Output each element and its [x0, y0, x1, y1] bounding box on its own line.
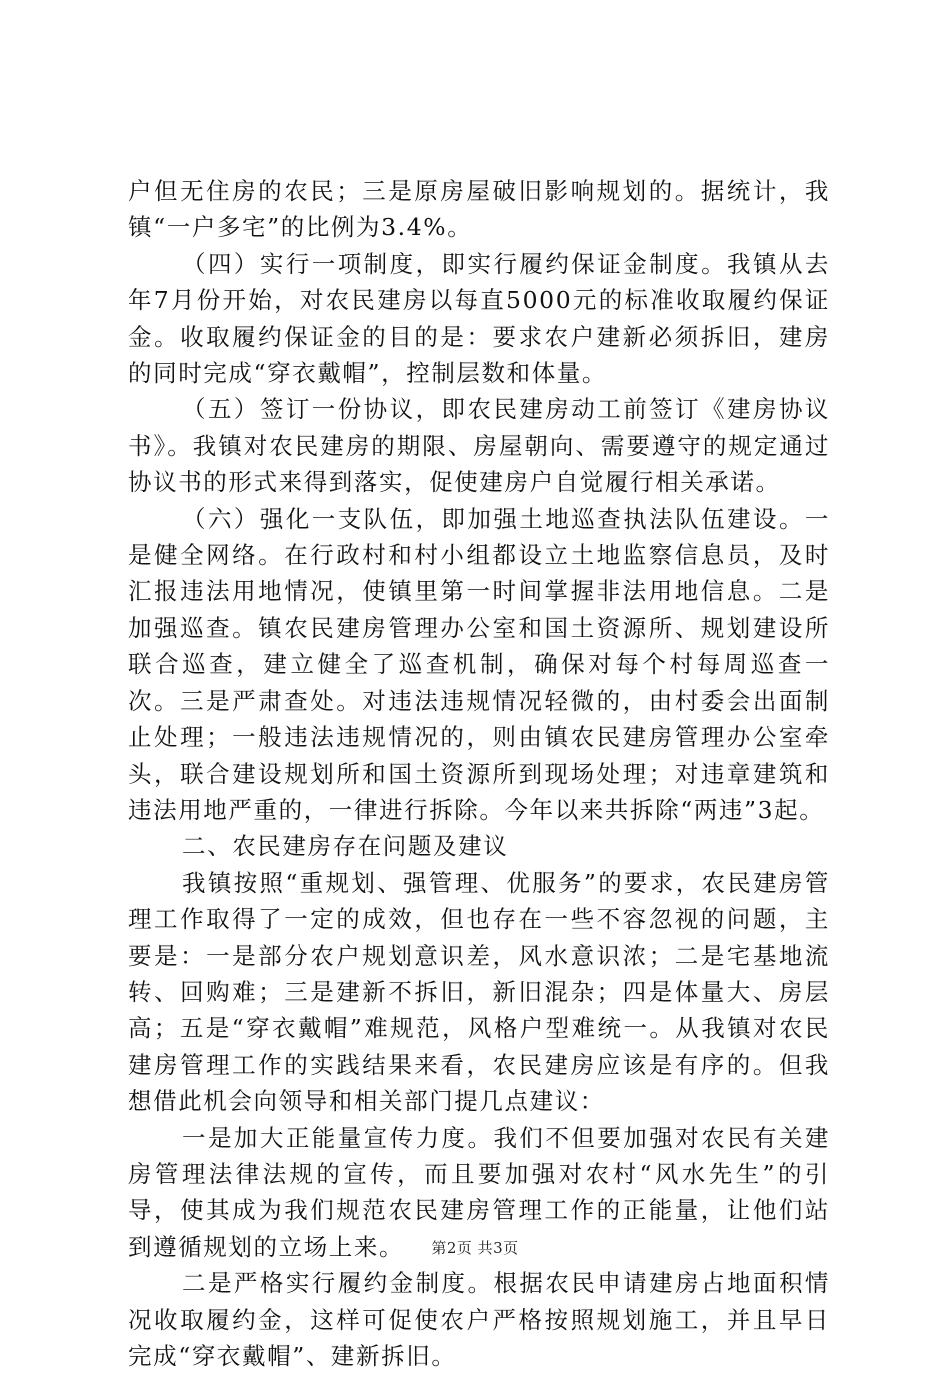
- document-body: [128, 173, 830, 1374]
- paragraph-item-5: （五）签订一份协议，即农民建房动工前签订《建房协议书》。我镇对农民建房的期限、房屋朝向、需要遵守的规定通过协议书的形式来得到落实，促使建房户自觉履行相关承诺。: [128, 395, 830, 497]
- paragraph-suggestion-2: 二是严格实行履约金制度。根据农民申请建房占地面积情况收取履约金，这样可促使农户严格按照规划施工，并且早日完成“穿衣戴帽”、建新拆旧。: [128, 1269, 830, 1370]
- paragraph-continuation: 户但无住房的农民；三是原房屋破旧影响规划的。据统计，我镇“一户多宅”的比例为3.4%。: [128, 177, 830, 242]
- section-heading: 二、农民建房存在问题及建议: [182, 832, 509, 861]
- paragraph-suggestion-1: 一是加大正能量宣传力度。我们不但要加强对农民有关建房管理法律法规的宣传，而且要加强对农村“风水先生”的引导，使其成为我们规范农民建房管理工作的正能量，让他们站到遵循规划的立场上来。: [128, 1123, 830, 1261]
- page-footer: 第2页 共3页: [431, 1239, 519, 1257]
- paragraph-item-6: （六）强化一支队伍，即加强土地巡查执法队伍建设。一是健全网络。在行政村和村小组都设立土地监察信息员，及时汇报违法用地情况，使镇里第一时间掌握非法用地信息。二是加强巡查。镇农民建房管理办公室和国土资源所、规划建设所联合巡查，建立健全了巡查机制，确保对每个村每周巡查一次。三是严肃查处。对违法违规情况轻微的，由村委会出面制止处理；一般违法违规情况的，则由镇农民建房管理办公室牵头，联合建设规划所和国土资源所到现场处理；对违章建筑和违法用地严重的，一律进行拆除。今年以来共拆除“两违”3起。: [128, 504, 830, 824]
- paragraph-item-4: （四）实行一项制度，即实行履约保证金制度。我镇从去年7月份开始，对农民建房以每直5000元的标准收取履约保证金。收取履约保证金的目的是：要求农户建新必须拆旧，建房的同时完成“穿衣戴帽”，控制层数和体量。: [128, 249, 830, 388]
- paragraph-problems: 我镇按照“重规划、强管理、优服务”的要求，农民建房管理工作取得了一定的成效，但也存在一些不容忽视的问题，主要是：一是部分农户规划意识差，风水意识浓；二是宅基地流转、回购难；三是建新不拆旧，新旧混杂；四是体量大、房层高；五是“穿衣戴帽”难规范，风格户型难统一。从我镇对农民建房管理工作的实践结果来看，农民建房应该是有序的。但我想借此机会向领导和相关部门提几点建议：: [128, 868, 830, 1116]
